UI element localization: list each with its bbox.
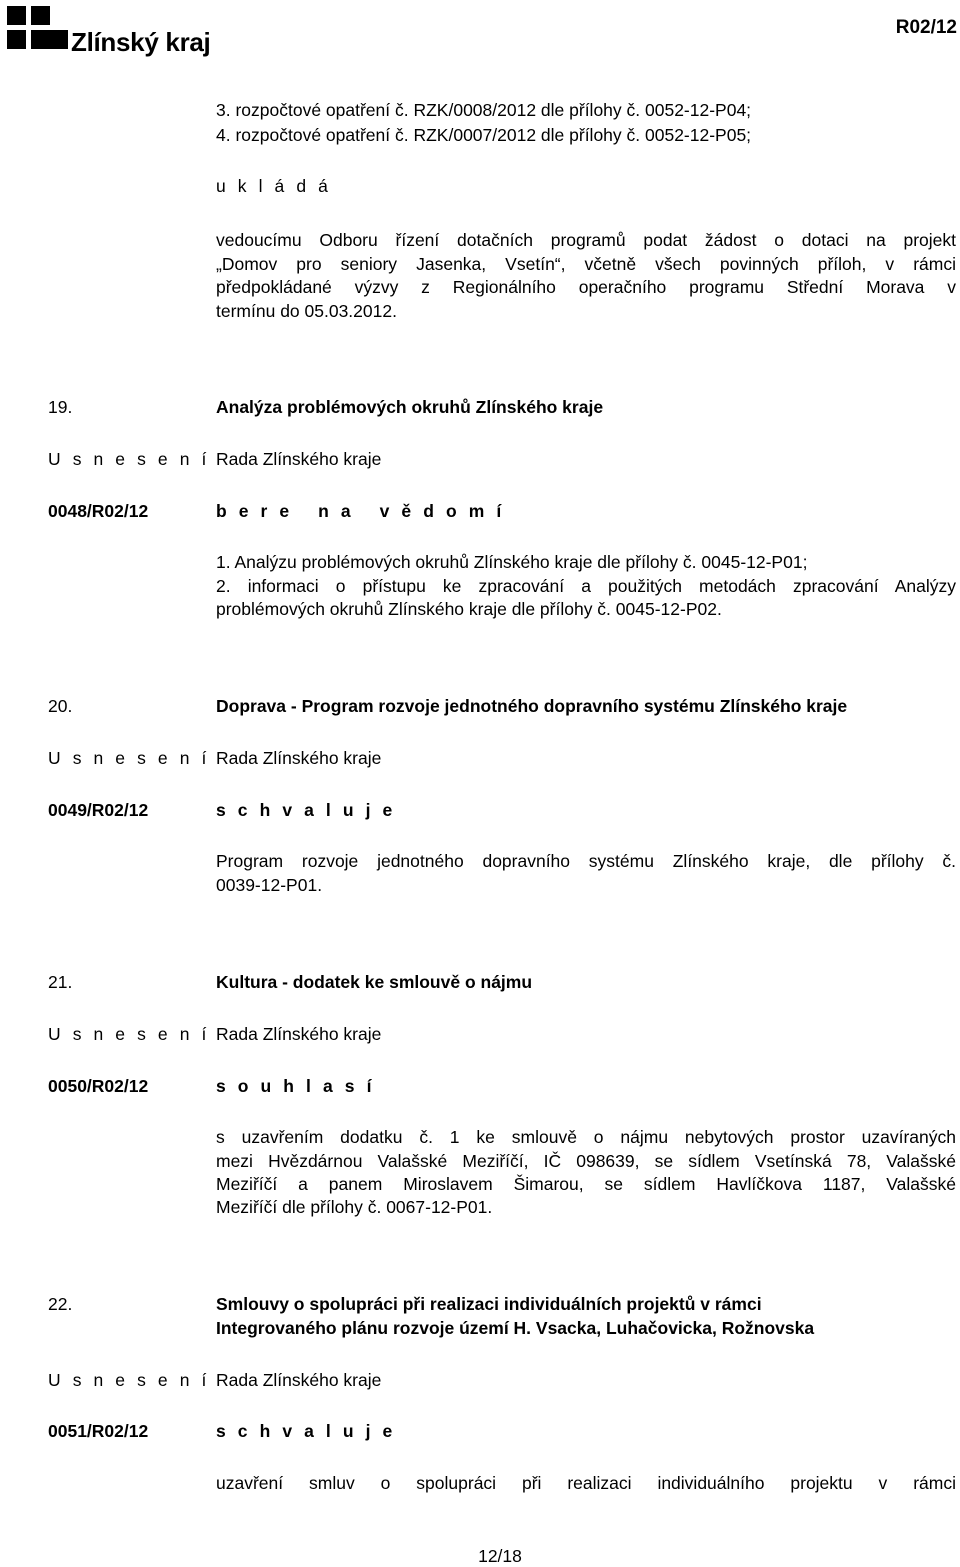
- logo-square-icon: [7, 30, 26, 49]
- section-title-line: Smlouvy o spolupráci při realizaci individuálních projektů v rámci: [216, 1294, 762, 1314]
- resolution-text-line: mezi Hvězdárnou Valašské Meziříčí, IČ 098639, se sídlem Vsetínská 78, Valašské: [216, 1151, 956, 1171]
- usneseni-label: U s n e s e n í: [48, 449, 210, 469]
- logo-square-icon: [7, 6, 26, 25]
- resolution-text-line: 1. Analýzu problémových okruhů Zlínského kraje dle přílohy č. 0045-12-P01;: [216, 552, 808, 572]
- resolution-text-line: 2. informaci o přístupu ke zpracování a použitých metodách zpracování Analýzy: [216, 576, 956, 596]
- section-title-line: Integrovaného plánu rozvoje území H. Vsacka, Luhačovicka, Rožnovska: [216, 1318, 815, 1338]
- section-title: Kultura - dodatek ke smlouvě o nájmu: [216, 972, 533, 992]
- section-number: 21.: [48, 972, 73, 992]
- intro-paragraph-line: „Domov pro seniory Jasenka, Vsetín“, včetně všech povinných příloh, v rámci: [216, 254, 956, 274]
- resolution-text-line: s uzavřením dodatku č. 1 ke smlouvě o nájmu nebytových prostor uzavíraných: [216, 1127, 956, 1147]
- resolution-body: Rada Zlínského kraje: [216, 449, 382, 469]
- intro-line-1: 3. rozpočtové opatření č. RZK/0008/2012 dle přílohy č. 0052-12-P04;: [216, 100, 752, 120]
- logo-square-icon: [31, 6, 50, 25]
- usneseni-label: U s n e s e n í: [48, 748, 210, 768]
- intro-paragraph-line: předpokládané výzvy z Regionálního operačního programu Střední Morava v: [216, 277, 956, 297]
- resolution-id: 0048/R02/12: [48, 501, 149, 521]
- logo-square-icon: [31, 30, 50, 49]
- resolution-text-line: Meziříčí dle přílohy č. 0067-12-P01.: [216, 1197, 493, 1217]
- resolution-verb: s o u h l a s í: [216, 1076, 376, 1096]
- usneseni-label: U s n e s e n í: [48, 1024, 210, 1044]
- section-title: Doprava - Program rozvoje jednotného dopravního systému Zlínského kraje: [216, 696, 848, 716]
- resolution-id: 0050/R02/12: [48, 1076, 149, 1096]
- intro-verb: u k l á d á: [216, 176, 332, 196]
- section-number: 20.: [48, 696, 73, 716]
- logo-square-icon: [49, 30, 68, 49]
- resolution-text-line: Program rozvoje jednotného dopravního systému Zlínského kraje, dle přílohy č.: [216, 851, 956, 871]
- logo-text: Zlínský kraj: [71, 27, 211, 57]
- resolution-verb: s c h v a l u j e: [216, 1421, 396, 1441]
- section-title: Analýza problémových okruhů Zlínského kraje: [216, 397, 604, 417]
- intro-line-2: 4. rozpočtové opatření č. RZK/0007/2012 dle přílohy č. 0052-12-P05;: [216, 125, 752, 145]
- resolution-id: 0051/R02/12: [48, 1421, 149, 1441]
- resolution-text-line: 0039-12-P01.: [216, 875, 323, 895]
- resolution-body: Rada Zlínského kraje: [216, 748, 382, 768]
- resolution-text-line: problémových okruhů Zlínského kraje dle přílohy č. 0045-12-P02.: [216, 599, 722, 619]
- resolution-body: Rada Zlínského kraje: [216, 1370, 382, 1390]
- intro-paragraph-line: termínu do 05.03.2012.: [216, 301, 397, 321]
- resolution-text-line: uzavření smluv o spolupráci při realizaci individuálního projektu v rámci: [216, 1473, 956, 1493]
- section-number: 22.: [48, 1294, 73, 1314]
- section-number: 19.: [48, 397, 73, 417]
- intro-paragraph-line: vedoucímu Odboru řízení dotačních programů podat žádost o dotaci na projekt: [216, 230, 956, 250]
- zlinsky-kraj-logo: [7, 6, 211, 57]
- resolution-id: 0049/R02/12: [48, 800, 149, 820]
- resolution-verb: s c h v a l u j e: [216, 800, 396, 820]
- usneseni-label: U s n e s e n í: [48, 1370, 210, 1390]
- resolution-verb: b e r e n a v ě d o m í: [216, 501, 505, 521]
- document-id: R02/12: [895, 17, 957, 38]
- resolution-text-line: Meziříčí a panem Miroslavem Šimarou, se sídlem Havlíčkova 1187, Valašské: [216, 1174, 956, 1194]
- resolution-body: Rada Zlínského kraje: [216, 1024, 382, 1044]
- page-number: 12/18: [478, 1546, 522, 1566]
